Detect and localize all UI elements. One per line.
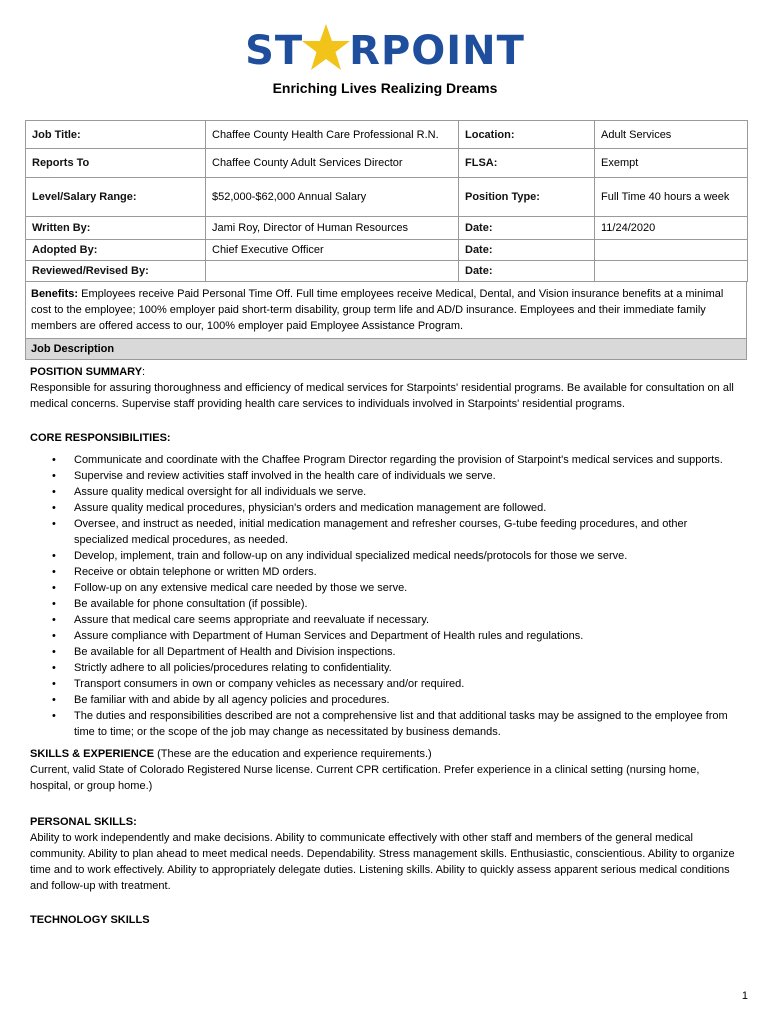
adopted-by-label: Adopted By: xyxy=(26,240,206,261)
logo-text-st: ST xyxy=(245,28,304,74)
job-description-content xyxy=(25,360,747,932)
list-item: • Be available for all Department of Health and Division inspections. xyxy=(74,644,742,660)
position-type-label: Position Type: xyxy=(459,178,595,217)
table-row xyxy=(26,261,748,282)
table-row xyxy=(26,217,748,240)
table-row xyxy=(26,178,748,217)
list-item: • Oversee, and instruct as needed, initial medication management and refresher courses, G-tube feeding procedures, and other specialized medical procedures, as needed. xyxy=(74,516,742,548)
tagline: Enriching Lives Realizing Dreams xyxy=(272,80,498,96)
written-date-value: 11/24/2020 xyxy=(595,217,748,240)
reviewed-by-label: Reviewed/Revised By: xyxy=(26,261,206,282)
flsa-label: FLSA: xyxy=(459,149,595,178)
list-item: • Assure quality medical procedures, physician's orders and medication management are followed. xyxy=(74,500,742,516)
list-item: • Be available for phone consultation (if possible). xyxy=(74,596,742,612)
reports-to-label: Reports To xyxy=(26,149,206,178)
list-item: • Receive or obtain telephone or written MD orders. xyxy=(74,564,742,580)
personal-skills-title: PERSONAL SKILLS: xyxy=(30,816,137,828)
page-number: 1 xyxy=(741,990,748,1002)
reports-to-value: Chaffee County Adult Services Director xyxy=(206,149,459,178)
list-item: • Strictly adhere to all policies/procedures relating to confidentiality. xyxy=(74,660,742,676)
technology-skills-title: TECHNOLOGY SKILLS xyxy=(30,914,150,926)
table-row xyxy=(26,240,748,261)
core-responsibilities-list xyxy=(30,452,742,740)
adopted-by-value: Chief Executive Officer xyxy=(206,240,459,261)
job-info-table xyxy=(25,120,748,282)
job-title-value: Chaffee County Health Care Professional R.N. xyxy=(206,121,459,149)
benefits-label: Benefits: xyxy=(31,288,79,300)
reviewed-by-value xyxy=(206,261,459,282)
salary-value: $52,000-$62,000 Annual Salary xyxy=(206,178,459,217)
written-by-value: Jami Roy, Director of Human Resources xyxy=(206,217,459,240)
list-item: • Assure that medical care seems appropriate and reevaluate if necessary. xyxy=(74,612,742,628)
benefits-section xyxy=(25,282,747,339)
location-label: Location: xyxy=(459,121,595,149)
reviewed-date-value xyxy=(595,261,748,282)
adopted-date-value xyxy=(595,240,748,261)
job-description-header: Job Description xyxy=(25,339,747,360)
job-title-label: Job Title: xyxy=(26,121,206,149)
table-row xyxy=(26,121,748,149)
core-responsibilities-title: CORE RESPONSIBILITIES: xyxy=(30,432,171,444)
list-item: • Transport consumers in own or company vehicles as necessary and/or required. xyxy=(74,676,742,692)
list-item: • The duties and responsibilities described are not a comprehensive list and that additional tasks may be assigned to the employee from time to time; or the scope of the job may change as necessitated by business demands. xyxy=(74,708,742,740)
list-item: • Develop, implement, train and follow-up on any individual specialized medical needs/protocols for those we serve. xyxy=(74,548,742,564)
list-item: • Follow-up on any extensive medical care needed by those we serve. xyxy=(74,580,742,596)
flsa-value: Exempt xyxy=(595,149,748,178)
list-item: • Be familiar with and abide by all agency policies and procedures. xyxy=(74,692,742,708)
starpoint-logo xyxy=(0,26,770,76)
table-row xyxy=(26,149,748,178)
skills-note: (These are the education and experience requirements.) xyxy=(154,748,432,760)
skills-heading xyxy=(30,746,742,762)
personal-skills-text: Ability to work independently and make decisions. Ability to communicate effectively with other staff and members of the general medical community. Ability to plan ahead to meet medical needs. Dependability. Stress management skills. Enthusiastic, conscientious. Ability to organize time and to work effectively. Ability to appropriately delegate duties. Listening skills. Ability to quickly assess apparent serious medical conditions and follow-up with treatment. xyxy=(30,832,735,892)
position-summary-heading xyxy=(30,364,742,380)
skills-text: Current, valid State of Colorado Registered Nurse license. Current CPR certification. Prefer experience in a clinical setting (nursing home, hospital, or group home.) xyxy=(30,764,700,792)
list-item: • Assure compliance with Department of Human Services and Department of Health rules and regulations. xyxy=(74,628,742,644)
benefits-text: Employees receive Paid Personal Time Off. Full time employees receive Medical, Dental, and Vision insurance benefits at a minimal cost to the employee; 100% employer paid short-term disability, group term life and AD/D insurance. Employees and their immediate family members are offered access to our, 100% employer paid Employee Assistance Program. xyxy=(31,288,724,332)
position-summary-text: Responsible for assuring thoroughness and efficiency of medical services for Starpoints' residential programs. Be available for consultation on all medical concerns. Supervise staff providing health care services to individuals involved in Starpoints' residential programs. xyxy=(30,382,734,410)
list-item: • Assure quality medical oversight for all individuals we serve. xyxy=(74,484,742,500)
logo-text-rpoint: RPOINT xyxy=(349,28,525,74)
list-item: • Communicate and coordinate with the Chaffee Program Director regarding the provision of Starpoint's medical services and supports. xyxy=(74,452,742,468)
position-summary-colon: : xyxy=(142,366,146,378)
position-type-value: Full Time 40 hours a week xyxy=(595,178,748,217)
adopted-date-label: Date: xyxy=(459,240,595,261)
job-description-document xyxy=(25,120,747,932)
reviewed-date-label: Date: xyxy=(459,261,595,282)
skills-title: SKILLS & EXPERIENCE xyxy=(30,748,155,760)
star-icon xyxy=(301,22,351,72)
location-value: Adult Services xyxy=(595,121,748,149)
written-by-label: Written By: xyxy=(26,217,206,240)
salary-label: Level/Salary Range: xyxy=(26,178,206,217)
position-summary-title: POSITION SUMMARY xyxy=(30,366,143,378)
list-item: • Supervise and review activities staff involved in the health care of individuals we serve. xyxy=(74,468,742,484)
written-date-label: Date: xyxy=(459,217,595,240)
